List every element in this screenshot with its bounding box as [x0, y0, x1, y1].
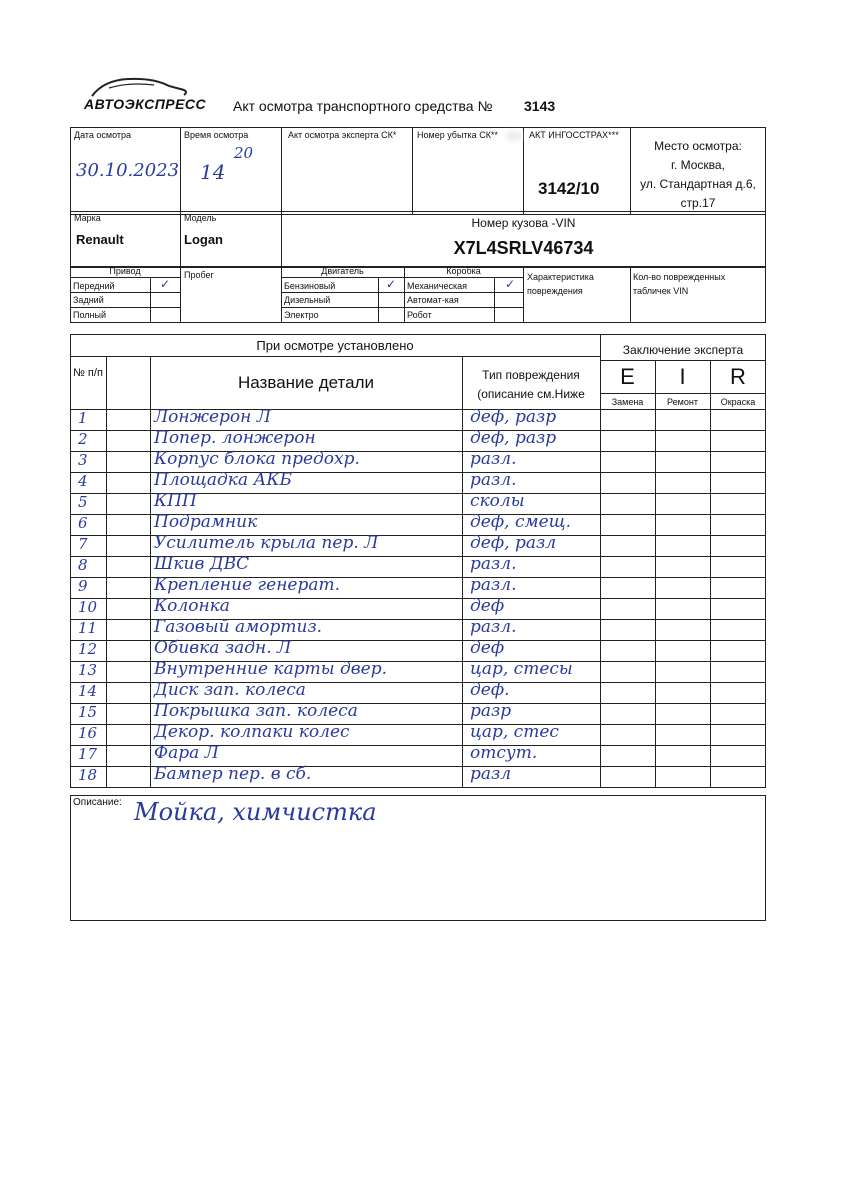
drive-full: Полный: [73, 310, 106, 320]
place-label: Место осмотра:: [654, 139, 742, 153]
date-label: Дата осмотра: [74, 130, 132, 140]
act-number: 3143: [524, 98, 556, 114]
row-damage-type: деф, смещ.: [470, 512, 572, 532]
table-row: [70, 430, 766, 451]
found-label: При осмотре установлено: [256, 338, 414, 353]
row-number: 14: [78, 682, 98, 700]
damage-char-label: Характеристика повреждения: [527, 272, 594, 296]
row-number: 2: [78, 430, 88, 448]
model-value: Logan: [184, 232, 223, 247]
time-label: Время осмотра: [184, 130, 249, 140]
table-row: [70, 766, 766, 787]
row-part-name: Диск зап. колеса: [154, 680, 306, 700]
row-damage-type: сколы: [470, 491, 525, 511]
row-damage-type: разл: [470, 764, 512, 784]
drive-front: Передний: [73, 281, 115, 291]
place-street: ул. Стандартная д.6,: [640, 177, 756, 191]
row-part-name: Бампер пер. в сб.: [154, 764, 312, 784]
row-part-name: КПП: [154, 491, 197, 511]
drive-rear: Задний: [73, 295, 104, 305]
table-row: [70, 661, 766, 682]
row-part-name: Подрамник: [154, 512, 258, 532]
row-damage-type: деф, разр: [470, 407, 557, 427]
table-row: [70, 619, 766, 640]
row-number: 1: [78, 409, 88, 427]
row-number: 9: [78, 577, 88, 595]
row-number: 3: [78, 451, 88, 469]
time-minutes: 20: [234, 144, 254, 162]
row-damage-type: разл.: [470, 575, 517, 595]
damage-type-label: Тип повреждения (описание см.Ниже: [477, 368, 585, 401]
row-part-name: Шкив ДВС: [154, 554, 250, 574]
expert-act-label: Акт осмотра эксперта СК*: [288, 130, 397, 140]
table-row: [70, 724, 766, 745]
row-part-name: Внутренние карты двер.: [154, 659, 387, 679]
drive-front-check: ✓: [160, 277, 171, 291]
row-damage-type: деф.: [470, 680, 510, 700]
row-damage-type: разл.: [470, 449, 517, 469]
part-label: Название детали: [238, 373, 374, 392]
table-row: [70, 514, 766, 535]
row-part-name: Фара Л: [154, 743, 219, 763]
row-number: 10: [78, 598, 98, 616]
table-row: [70, 745, 766, 766]
replace-label: Замена: [611, 397, 644, 407]
drive-label: Привод: [109, 266, 141, 276]
row-damage-type: деф, разл: [470, 533, 557, 553]
vin-label: Номер кузова -VIN: [471, 216, 576, 230]
row-part-name: Газовый амортиз.: [154, 617, 323, 637]
row-number: 12: [78, 640, 98, 658]
place-city: г. Москва,: [671, 158, 725, 172]
row-number: 16: [78, 724, 98, 742]
row-number: 4: [78, 472, 88, 490]
row-part-name: Усилитель крыла пер. Л: [154, 533, 379, 553]
row-number: 8: [78, 556, 88, 574]
row-damage-type: цар, стесы: [470, 659, 573, 679]
redacted-mark: [506, 131, 522, 141]
table-row: [70, 640, 766, 661]
row-number: 7: [78, 535, 88, 553]
date-value: 30.10.2023: [76, 160, 180, 181]
row-damage-type: деф: [470, 596, 505, 616]
table-row: [70, 493, 766, 514]
table-row: [70, 703, 766, 724]
row-number: 17: [78, 745, 98, 763]
row-part-name: Попер. лонжерон: [154, 428, 316, 448]
table-row: [70, 598, 766, 619]
engine-diesel: Дизельный: [284, 295, 331, 305]
table-row: [70, 682, 766, 703]
row-number: 6: [78, 514, 88, 532]
row-part-name: Площадка АКБ: [154, 470, 293, 490]
row-number: 15: [78, 703, 98, 721]
model-label: Модель: [184, 213, 217, 223]
engine-petrol-check: ✓: [386, 277, 397, 291]
row-number: 13: [78, 661, 98, 679]
paint-label: Окраска: [720, 397, 756, 407]
num-label: № п/п: [73, 367, 103, 379]
row-number: 18: [78, 766, 98, 784]
row-part-name: Колонка: [154, 596, 230, 616]
mileage-label: Пробег: [184, 270, 214, 280]
gearbox-label: Коробка: [446, 266, 481, 276]
table-row: [70, 472, 766, 493]
vin-value: X7L4SRLV46734: [453, 238, 594, 258]
table-row: [70, 577, 766, 598]
row-damage-type: отсут.: [470, 743, 538, 763]
place-building: стр.17: [680, 196, 716, 210]
row-damage-type: разл.: [470, 470, 517, 490]
row-part-name: Крепление генерат.: [154, 575, 340, 595]
description-label: Описание:: [73, 797, 122, 808]
engine-petrol: Бензиновый: [284, 281, 336, 291]
page-title: Акт осмотра транспортного средства №: [233, 98, 493, 114]
row-part-name: Лонжерон Л: [154, 407, 271, 427]
r-label: R: [730, 364, 746, 389]
row-part-name: Декор. колпаки колес: [154, 722, 350, 742]
gearbox-robot: Робот: [407, 310, 432, 320]
row-number: 11: [78, 619, 98, 637]
description-text: Мойка, химчистка: [134, 798, 377, 826]
gearbox-manual: Механическая: [407, 281, 468, 291]
row-damage-type: разл.: [470, 617, 517, 637]
row-damage-type: разл.: [470, 554, 517, 574]
gearbox-manual-check: ✓: [505, 277, 516, 291]
time-hours: 14: [200, 160, 226, 184]
row-part-name: Обивка задн. Л: [154, 638, 292, 658]
inspection-place: [631, 137, 765, 213]
loss-number-label: Номер убытка СК**: [417, 130, 498, 140]
logo-text: АВТОЭКСПРЕСС: [84, 96, 207, 112]
damaged-plates-label: Кол-во поврежденных табличек VIN: [633, 272, 726, 296]
e-label: E: [620, 364, 635, 389]
gearbox-auto: Автомат-кая: [407, 295, 459, 305]
row-damage-type: деф, разр: [470, 428, 557, 448]
car-logo-icon: [84, 76, 194, 98]
i-label: I: [679, 364, 686, 389]
row-damage-type: разр: [470, 701, 512, 721]
table-row: [70, 556, 766, 577]
row-part-name: Покрышка зап. колеса: [154, 701, 358, 721]
row-damage-type: деф: [470, 638, 505, 658]
company-logo: [84, 76, 207, 120]
ingos-act-value: 3142/10: [538, 179, 600, 198]
row-damage-type: цар, стес: [470, 722, 559, 742]
ingos-act-label: АКТ ИНГОССТРАХ***: [529, 130, 619, 140]
table-row: [70, 409, 766, 430]
engine-label: Двигатель: [321, 266, 364, 276]
table-row: [70, 451, 766, 472]
engine-electric: Электро: [284, 310, 319, 320]
make-value: Renault: [76, 232, 124, 247]
row-number: 5: [78, 493, 88, 511]
conclusion-label: Заключение эксперта: [622, 343, 744, 357]
table-row: [70, 535, 766, 556]
row-part-name: Корпус блока предохр.: [154, 449, 360, 469]
repair-label: Ремонт: [667, 397, 698, 407]
make-label: Марка: [74, 213, 101, 223]
